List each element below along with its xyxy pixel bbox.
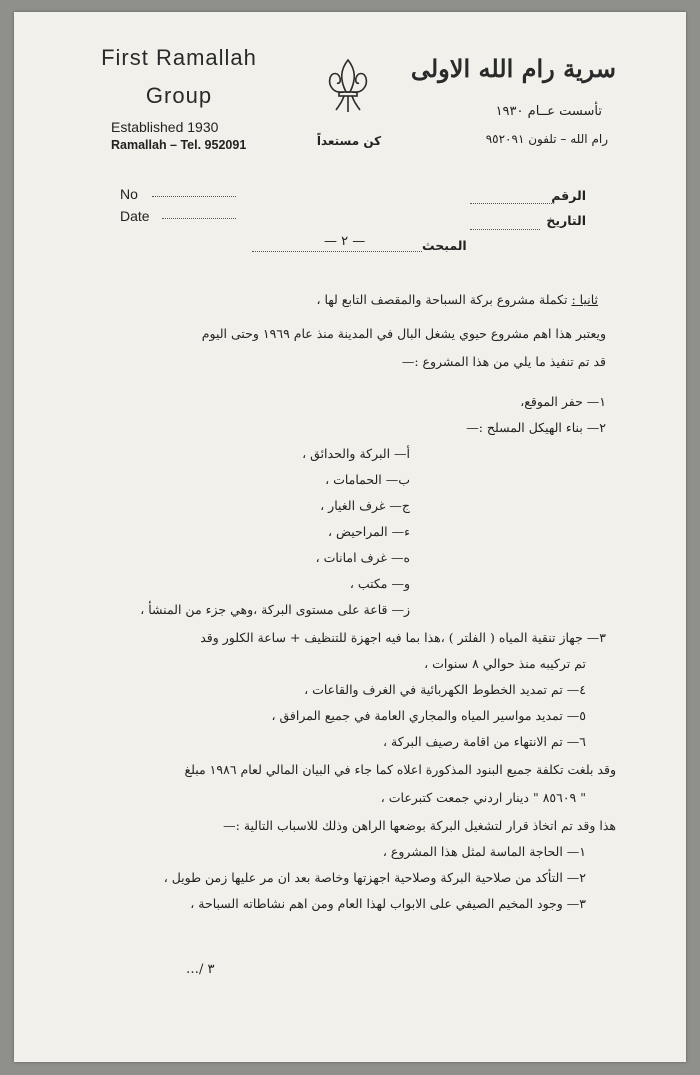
cost-line-2: " ٨٥٦٠٩ " دينار اردني جمعت كتبرعات ، <box>380 790 586 805</box>
english-group-name-line1: First Ramallah <box>101 45 257 70</box>
sub-item-a: أ— البركة والحدائق ، <box>302 446 410 461</box>
item-2: ٢— بناء الهيكل المسلح :— <box>466 420 606 435</box>
sub-item-c: ج— غرف الغيار ، <box>320 498 410 513</box>
reason-2: ٢— التأكد من صلاحية البركة وصلاحية اجهزتها وخاصة بعد ان مر عليها زمن طويل ، <box>163 870 586 885</box>
subject-label-ar: المبحث <box>422 238 467 253</box>
item-1: ١— حفر الموقع، <box>520 394 606 409</box>
item-4: ٤— تم تمديد الخطوط الكهربائية في الغرف والقاعات ، <box>304 682 586 697</box>
sub-item-f: و— مكتب ، <box>349 576 410 591</box>
no-field-line <box>152 196 236 197</box>
sub-item-d: ء— المراحيض ، <box>327 524 410 539</box>
intro-line-1: ويعتبر هذا اهم مشروع حيوي يشغل البال في المدينة منذ عام ١٩٦٩ وحتى اليوم <box>201 326 606 341</box>
established-en: Established 1930 <box>111 119 219 135</box>
item-3-line-1: ٣— جهاز تنقية المياه ( الفلتر ) ،هذا بما فيه اجهزة للتنظيف + ساعة الكلور وقد <box>200 630 606 645</box>
number-label-ar: الرقم <box>551 188 586 203</box>
number-ar-field-line <box>470 203 554 204</box>
date-label-ar: التاريخ <box>546 213 586 228</box>
motto: كن مستعداً <box>316 134 382 148</box>
reason-3: ٣— وجود المخيم الصيفي على الابواب لهذا العام ومن اهم نشاطاته السباحة ، <box>190 896 586 911</box>
contact-en: Ramallah – Tel. 952091 <box>111 138 247 152</box>
item-5: ٥— تمديد مواسير المياه والمجاري العامة في جميع المرافق ، <box>271 708 586 723</box>
item-6: ٦— تم الانتهاء من اقامة رصيف البركة ، <box>383 734 586 749</box>
cost-line-1: وقد بلغت تكلفة جميع البنود المذكورة اعلاه كما جاء في البيان المالي لعام ١٩٨٦ مبلغ <box>184 762 616 777</box>
letter-sheet <box>14 12 686 1062</box>
page-continuation: ٣ /… <box>186 962 215 977</box>
date-ar-field-line <box>470 229 540 230</box>
date-field-line <box>162 218 236 219</box>
sub-item-b: ب— الحمامات ، <box>325 472 410 487</box>
heading-text: تكملة مشروع بركة السباحة والمقصف التابع لها ، <box>316 292 568 307</box>
subject-value: — ٢ — <box>324 234 366 249</box>
reason-1: ١— الحاجة الماسة لمثل هذا المشروع ، <box>382 844 586 859</box>
arabic-established: تأسست عــام ١٩٣٠ <box>495 104 602 119</box>
no-label: No <box>120 186 138 202</box>
sub-item-g: ز— قاعة على مستوى البركة ،وهي جزء من المنشأ ، <box>140 602 410 617</box>
arabic-group-name: سرية رام الله الاولى <box>410 54 616 83</box>
english-group-name-line2: Group <box>145 83 213 108</box>
sub-item-e: ه— غرف امانات ، <box>315 550 410 565</box>
heading-prefix: ثانيا : <box>571 292 598 307</box>
subject-field-line <box>252 251 422 252</box>
decision-line: هذا وقد تم اتخاذ قرار لتشغيل البركة بوضعها الراهن وذلك للاسباب التالية :— <box>223 818 616 833</box>
intro-line-2: قد تم تنفيذ ما يلي من هذا المشروع :— <box>401 354 606 369</box>
arabic-contact: رام الله – تلفون ٩٥٢٠٩١ <box>485 132 608 146</box>
item-3-line-2: تم تركيبه منذ حوالي ٨ سنوات ، <box>424 656 586 671</box>
body-heading <box>316 292 598 307</box>
fleur-de-lis-icon <box>326 58 370 116</box>
date-label: Date <box>120 208 150 224</box>
